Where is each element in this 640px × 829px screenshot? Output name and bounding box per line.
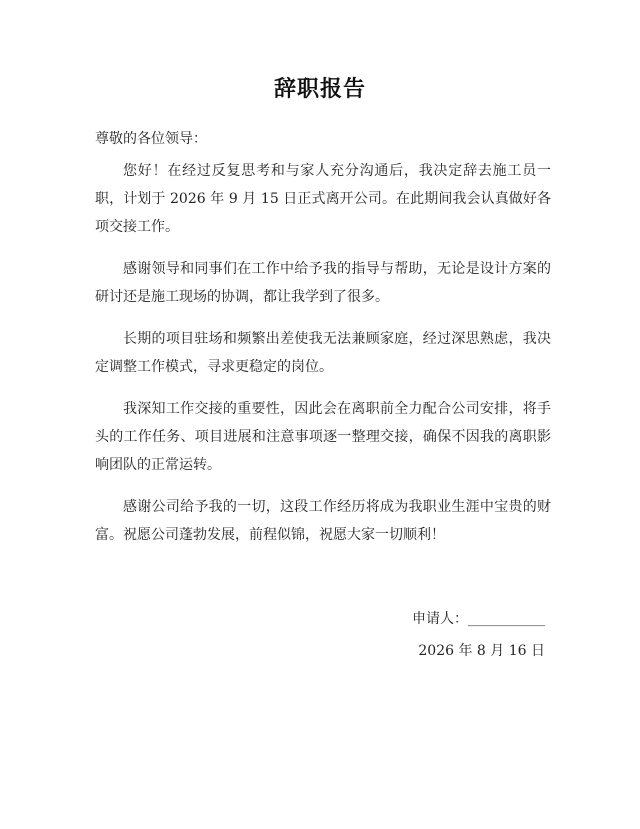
salutation: 尊敬的各位领导： <box>95 131 207 147</box>
paragraph-closing: 感谢公司给予我的一切，这段工作经历将成为我职业生涯中宝贵的财富。祝愿公司蓬勃发展，前程似锦，祝愿大家一切顺利！ <box>95 499 551 543</box>
letter-body <box>95 157 551 563</box>
paragraph-decision: 您好！在经过反复思考和与家人充分沟通后，我决定辞去施工员一职，计划于 2026 年 9 月 15 日正式离开公司。在此期间我会认真做好各项交接工作。 <box>95 163 551 235</box>
document-title: 辞职报告 <box>273 77 366 102</box>
paragraph-handover: 我深知工作交接的重要性，因此会在离职前全力配合公司安排，将手头的工作任务、项目进展和注意事项逐一整理交接，确保不因我的离职影响团队的正常运转。 <box>95 401 551 473</box>
paragraph-reason: 长期的项目驻场和频繁出差使我无法兼顾家庭，经过深思熟虑，我决定调整工作模式，寻求更稳定的岗位。 <box>95 331 551 375</box>
paragraph-gratitude: 感谢领导和同事们在工作中给予我的指导与帮助，无论是设计方案的研讨还是施工现场的协调，都让我学到了很多。 <box>95 261 551 305</box>
signature-line: 申请人：___________ <box>412 611 545 627</box>
letter-date: 2026 年 8 月 16 日 <box>418 643 545 659</box>
